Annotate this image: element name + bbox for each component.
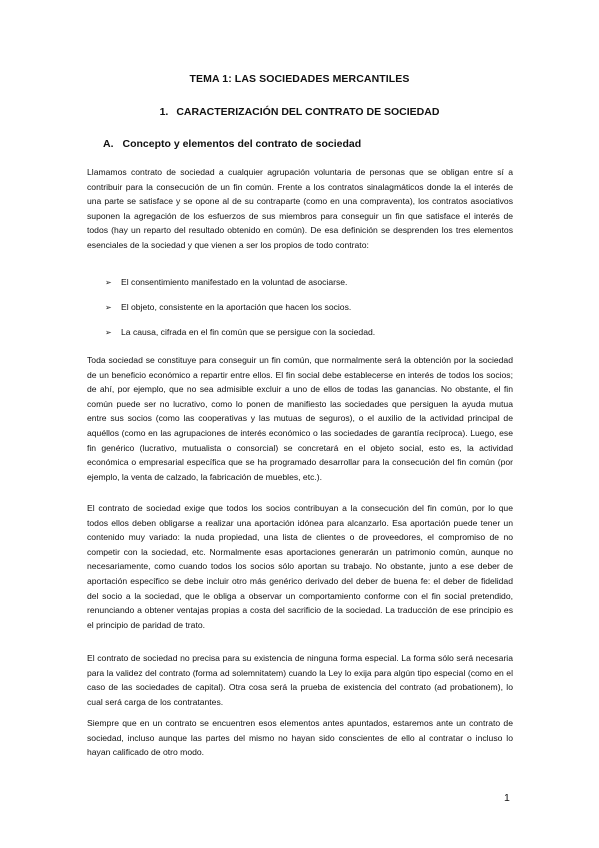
subsection-heading	[103, 138, 361, 150]
paragraph: El contrato de sociedad exige que todos los socios contribuyan a la consecución del fin común, por lo que todos ellos deben obligarse a realizar una aportación idónea para alcanzarlo. Esa aportación puede tener un contenido muy variado: la nuda propiedad, una lista de clientes o de proveedores, el compromiso de no competir con la sociedad, etc. Normalmente esas aportaciones generarán un patrimonio común, aunque no necesariamente, como cuando todos los socios sólo aportan su trabajo. No obstante, junto a ese deber de aportación específico se debe incluir otro más genérico derivado del deber de buena fe: el deber de fidelidad del socio a la sociedad, que le obliga a observar un comportamiento conforme con el fin social pretendido, renunciando a obtener ventajas propias a costa del sacrificio de la sociedad. La traducción de ese principio es el principio de paridad de trato.	[87, 503, 513, 630]
list-item	[105, 301, 351, 314]
paragraph: El contrato de sociedad no precisa para su existencia de ninguna forma especial. La forma sólo será necesaria para la validez del contrato (forma ad solemnitatem) cuando la Ley lo exija para algún tipo especial (como en el caso de las sociedades de capital). Otra cosa será la prueba de existencia del contrato (ad probationem), lo cual será carga de los contratantes.	[87, 653, 513, 707]
paragraph: Llamamos contrato de sociedad a cualquier agrupación voluntaria de personas que se obligan entre sí a contribuir para la consecución de un fin común. Frente a los contratos sinalagmáticos donde la el interés de una parte se satisface y se opone al de su contraparte (como en una compraventa), los contratos asociativos suponen la agregación de los esfuerzos de sus miembros para conseguir un fin que satisface el interés de todos (hay un reparto del resultado obtenido en común). De esa definición se desprenden los tres elementos esenciales de la sociedad y que vienen a ser los propios de todo contrato:	[87, 167, 513, 250]
list-item	[105, 326, 375, 339]
list-item-text: El consentimiento manifestado en la voluntad de asociarse.	[121, 277, 348, 287]
subsection-letter: A.	[103, 138, 114, 150]
document-title: TEMA 1: LAS SOCIEDADES MERCANTILES	[189, 73, 410, 85]
page-number: 1	[504, 792, 510, 804]
list-item-text: El objeto, consistente en la aportación que hacen los socios.	[121, 302, 352, 312]
list-item	[105, 276, 347, 289]
arrow-bullet-icon: ➢	[105, 328, 112, 337]
arrow-bullet-icon: ➢	[105, 278, 112, 287]
section-title: CARACTERIZACIÓN DEL CONTRATO DE SOCIEDAD	[176, 106, 440, 118]
subsection-title: Concepto y elementos del contrato de sociedad	[122, 138, 362, 150]
section-number: 1.	[159, 106, 169, 118]
section-heading	[0, 106, 599, 118]
list-item-text: La causa, cifrada en el fin común que se persigue con la sociedad.	[121, 327, 376, 337]
paragraph: Siempre que en un contrato se encuentren esos elementos antes apuntados, estaremos ante un contrato de sociedad, incluso aunque las partes del mismo no hayan sido conscientes de ello al contratar o incluso lo hayan calificado de otro modo.	[87, 718, 513, 758]
arrow-bullet-icon: ➢	[105, 303, 112, 312]
paragraph: Toda sociedad se constituye para conseguir un fin común, que normalmente será la obtención por la sociedad de un beneficio económico a repartir entre ellos. El fin social debe establecerse en interés de todos los socios; de ahí, por ejemplo, que no sea admisible excluir a uno de ellos de todas las ganancias. No obstante, el fin común puede ser no lucrativo, como lo ponen de manifiesto las sociedades que persiguen la ayuda mutua entre sus socios (como las cooperativas y las mutuas de seguros), o el auxilio de la actividad principal de aquéllos (como en las agrupaciones de interés económico o las sociedades de garantía recíproca). Luego, ese fin genérico (lucrativo, mutualista o consorcial) se concretará en el objeto social, esto es, la actividad económica o empresarial específica que se ha programado desarrollar para la consecución del fin común (por ejemplo, la venta de calzado, la fabricación de muebles, etc.).	[87, 355, 513, 482]
